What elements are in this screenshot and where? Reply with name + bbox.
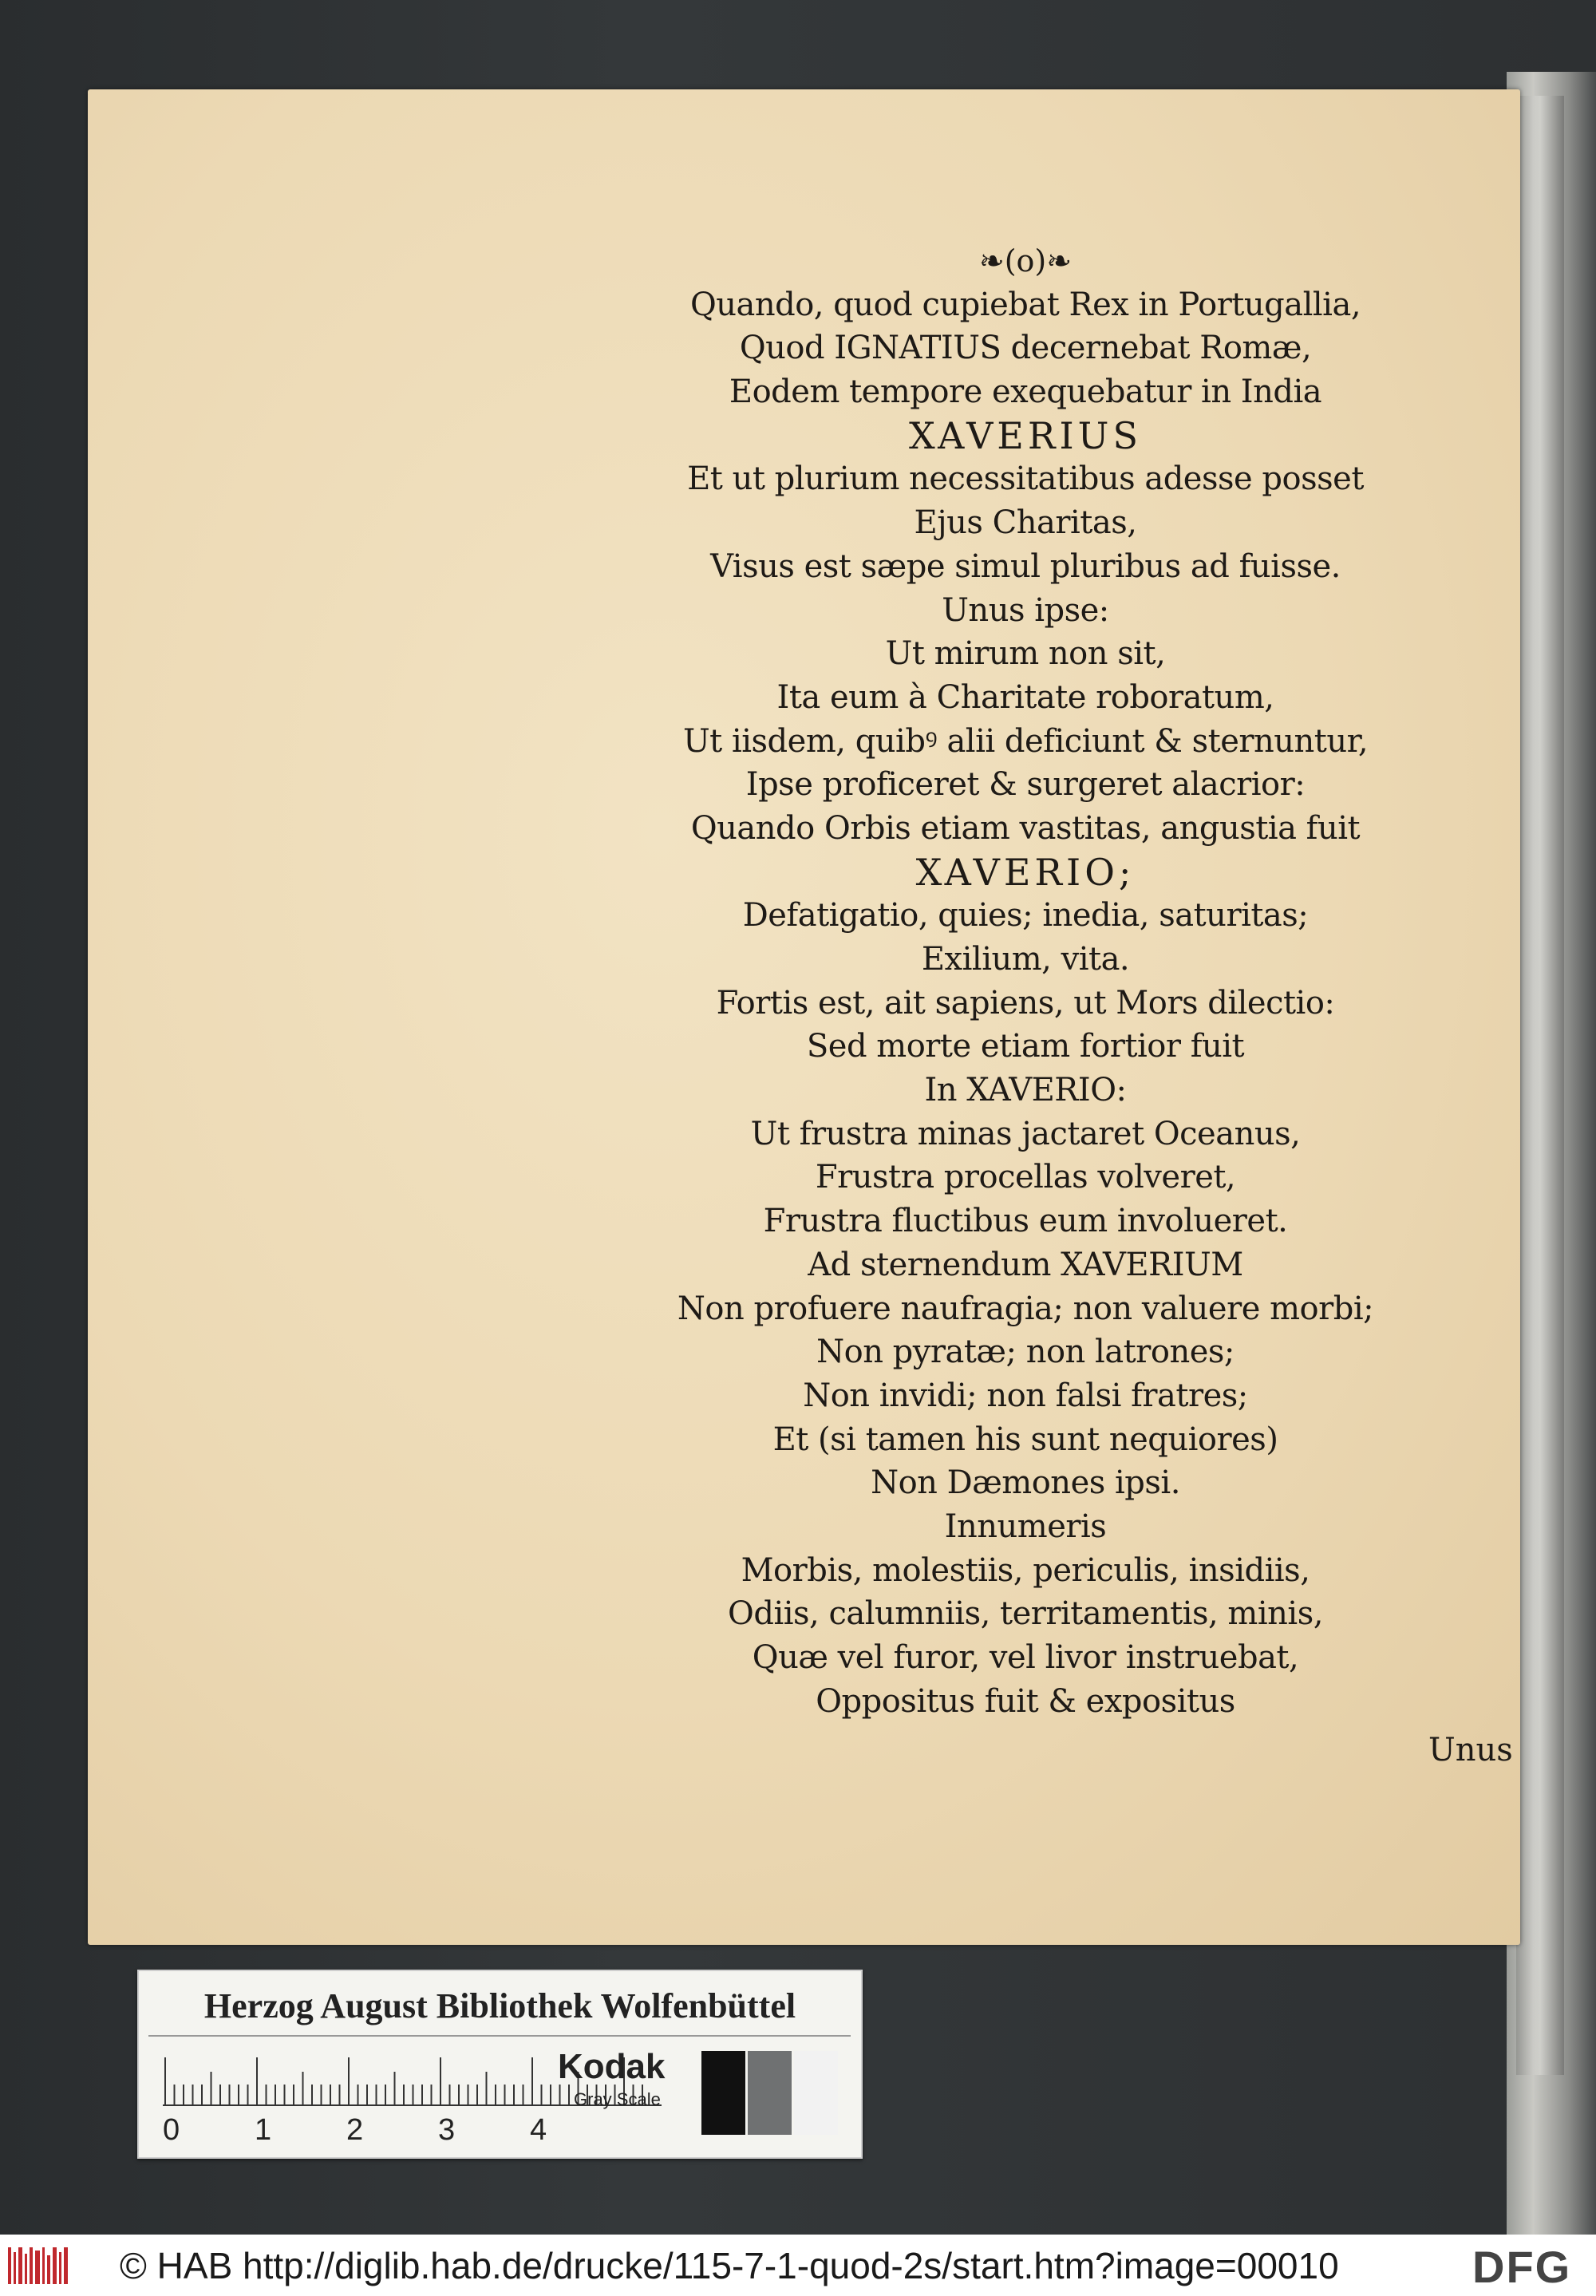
catchword: Unus [1428, 1732, 1513, 1768]
page-header-ornament: ❧(o)❧ [978, 243, 1073, 279]
text-line: In XAVERIO: [924, 1072, 1127, 1109]
text-line: Quando, quod cupiebat Rex in Portugallia, [689, 286, 1361, 323]
text-line: Morbis, molestiis, periculis, insidiis, [741, 1551, 1310, 1589]
footer-source-link[interactable]: © HAB http://diglib.hab.de/drucke/115-7-1-quod-2s/start.htm?image=00010 [120, 2245, 1339, 2286]
text-line: XAVERIO; [915, 850, 1136, 894]
dfg-logo: DFG [1472, 2242, 1572, 2292]
text-line: Ut frustra minas jactaret Oceanus, [750, 1115, 1301, 1152]
ruler-number: 0 [163, 2113, 180, 2147]
text-line: Odiis, calumniis, territamentis, minis, [728, 1595, 1323, 1633]
text-lines [598, 283, 1452, 1724]
text-line: Visus est sæpe simul pluribus ad fuisse. [710, 547, 1341, 585]
text-line: Ejus Charitas, [914, 504, 1137, 542]
text-line: Innumeris [944, 1508, 1107, 1545]
binding-highlight [1516, 96, 1564, 2075]
text-line: Exilium, vita. [921, 941, 1130, 978]
text-line: Sed morte etiam fortior fuit [806, 1028, 1245, 1065]
gray-scale-label: Gray Scale [574, 2089, 661, 2109]
ruler-number: 1 [255, 2113, 272, 2147]
color-reference-card [137, 1970, 863, 2159]
text-line: Ut iisdem, quibꝰ alii deficiunt & sternuntur, [682, 722, 1369, 760]
text-line: Frustra fluctibus eum involueret. [763, 1203, 1288, 1240]
text-line: Eodem tempore exequebatur in India [729, 373, 1322, 411]
text-line: XAVERIUS [909, 413, 1142, 457]
book-page [88, 89, 1520, 1945]
text-line: Oppositus fuit & expositus [816, 1682, 1235, 1720]
text-line: Frustra procellas volveret, [815, 1159, 1236, 1196]
barcode-icon [6, 2244, 70, 2287]
text-line: Non invidi; non falsi fratres; [803, 1377, 1248, 1414]
footer-bar [0, 2235, 1596, 2296]
ruler-number: 2 [346, 2113, 364, 2147]
text-line: Unus ipse: [942, 591, 1109, 629]
kodak-logo: Kodak [558, 2047, 666, 2086]
text-line: Ipse proficeret & surgeret alacrior: [745, 766, 1306, 804]
text-line: Fortis est, ait sapiens, ut Mors dilectio: [716, 984, 1335, 1022]
text-line: Non profuere naufragia; non valuere morbi; [677, 1290, 1374, 1327]
text-line: Defatigatio, quies; inedia, saturitas; [742, 897, 1309, 935]
text-line: Et (si tamen his sunt nequiores) [772, 1421, 1278, 1458]
text-line: Quando Orbis etiam vastitas, angustia fuit [690, 809, 1361, 847]
gray-patch [794, 2051, 838, 2135]
text-line: Non pyratæ; non latrones; [816, 1334, 1235, 1371]
text-line: Non Dæmones ipsi. [871, 1464, 1180, 1502]
card-title: Herzog August Bibliothek Wolfenbüttel [203, 1986, 796, 2025]
gray-patch [701, 2051, 745, 2135]
card-divider [148, 2035, 851, 2037]
text-line: Ad sternendum XAVERIUM [808, 1246, 1243, 1283]
page-text [598, 239, 1452, 1723]
gray-patch [748, 2051, 792, 2135]
ruler-number: 3 [438, 2113, 456, 2147]
text-line: Quod IGNATIUS decernebat Romæ, [739, 330, 1312, 367]
text-line: Ut mirum non sit, [885, 635, 1166, 673]
text-line: Quæ vel furor, vel livor instruebat, [752, 1639, 1299, 1676]
text-line: Ita eum à Charitate roboratum, [776, 678, 1274, 716]
ruler-number: 4 [530, 2113, 547, 2147]
text-line: Et ut plurium necessitatibus adesse posset [687, 460, 1364, 498]
